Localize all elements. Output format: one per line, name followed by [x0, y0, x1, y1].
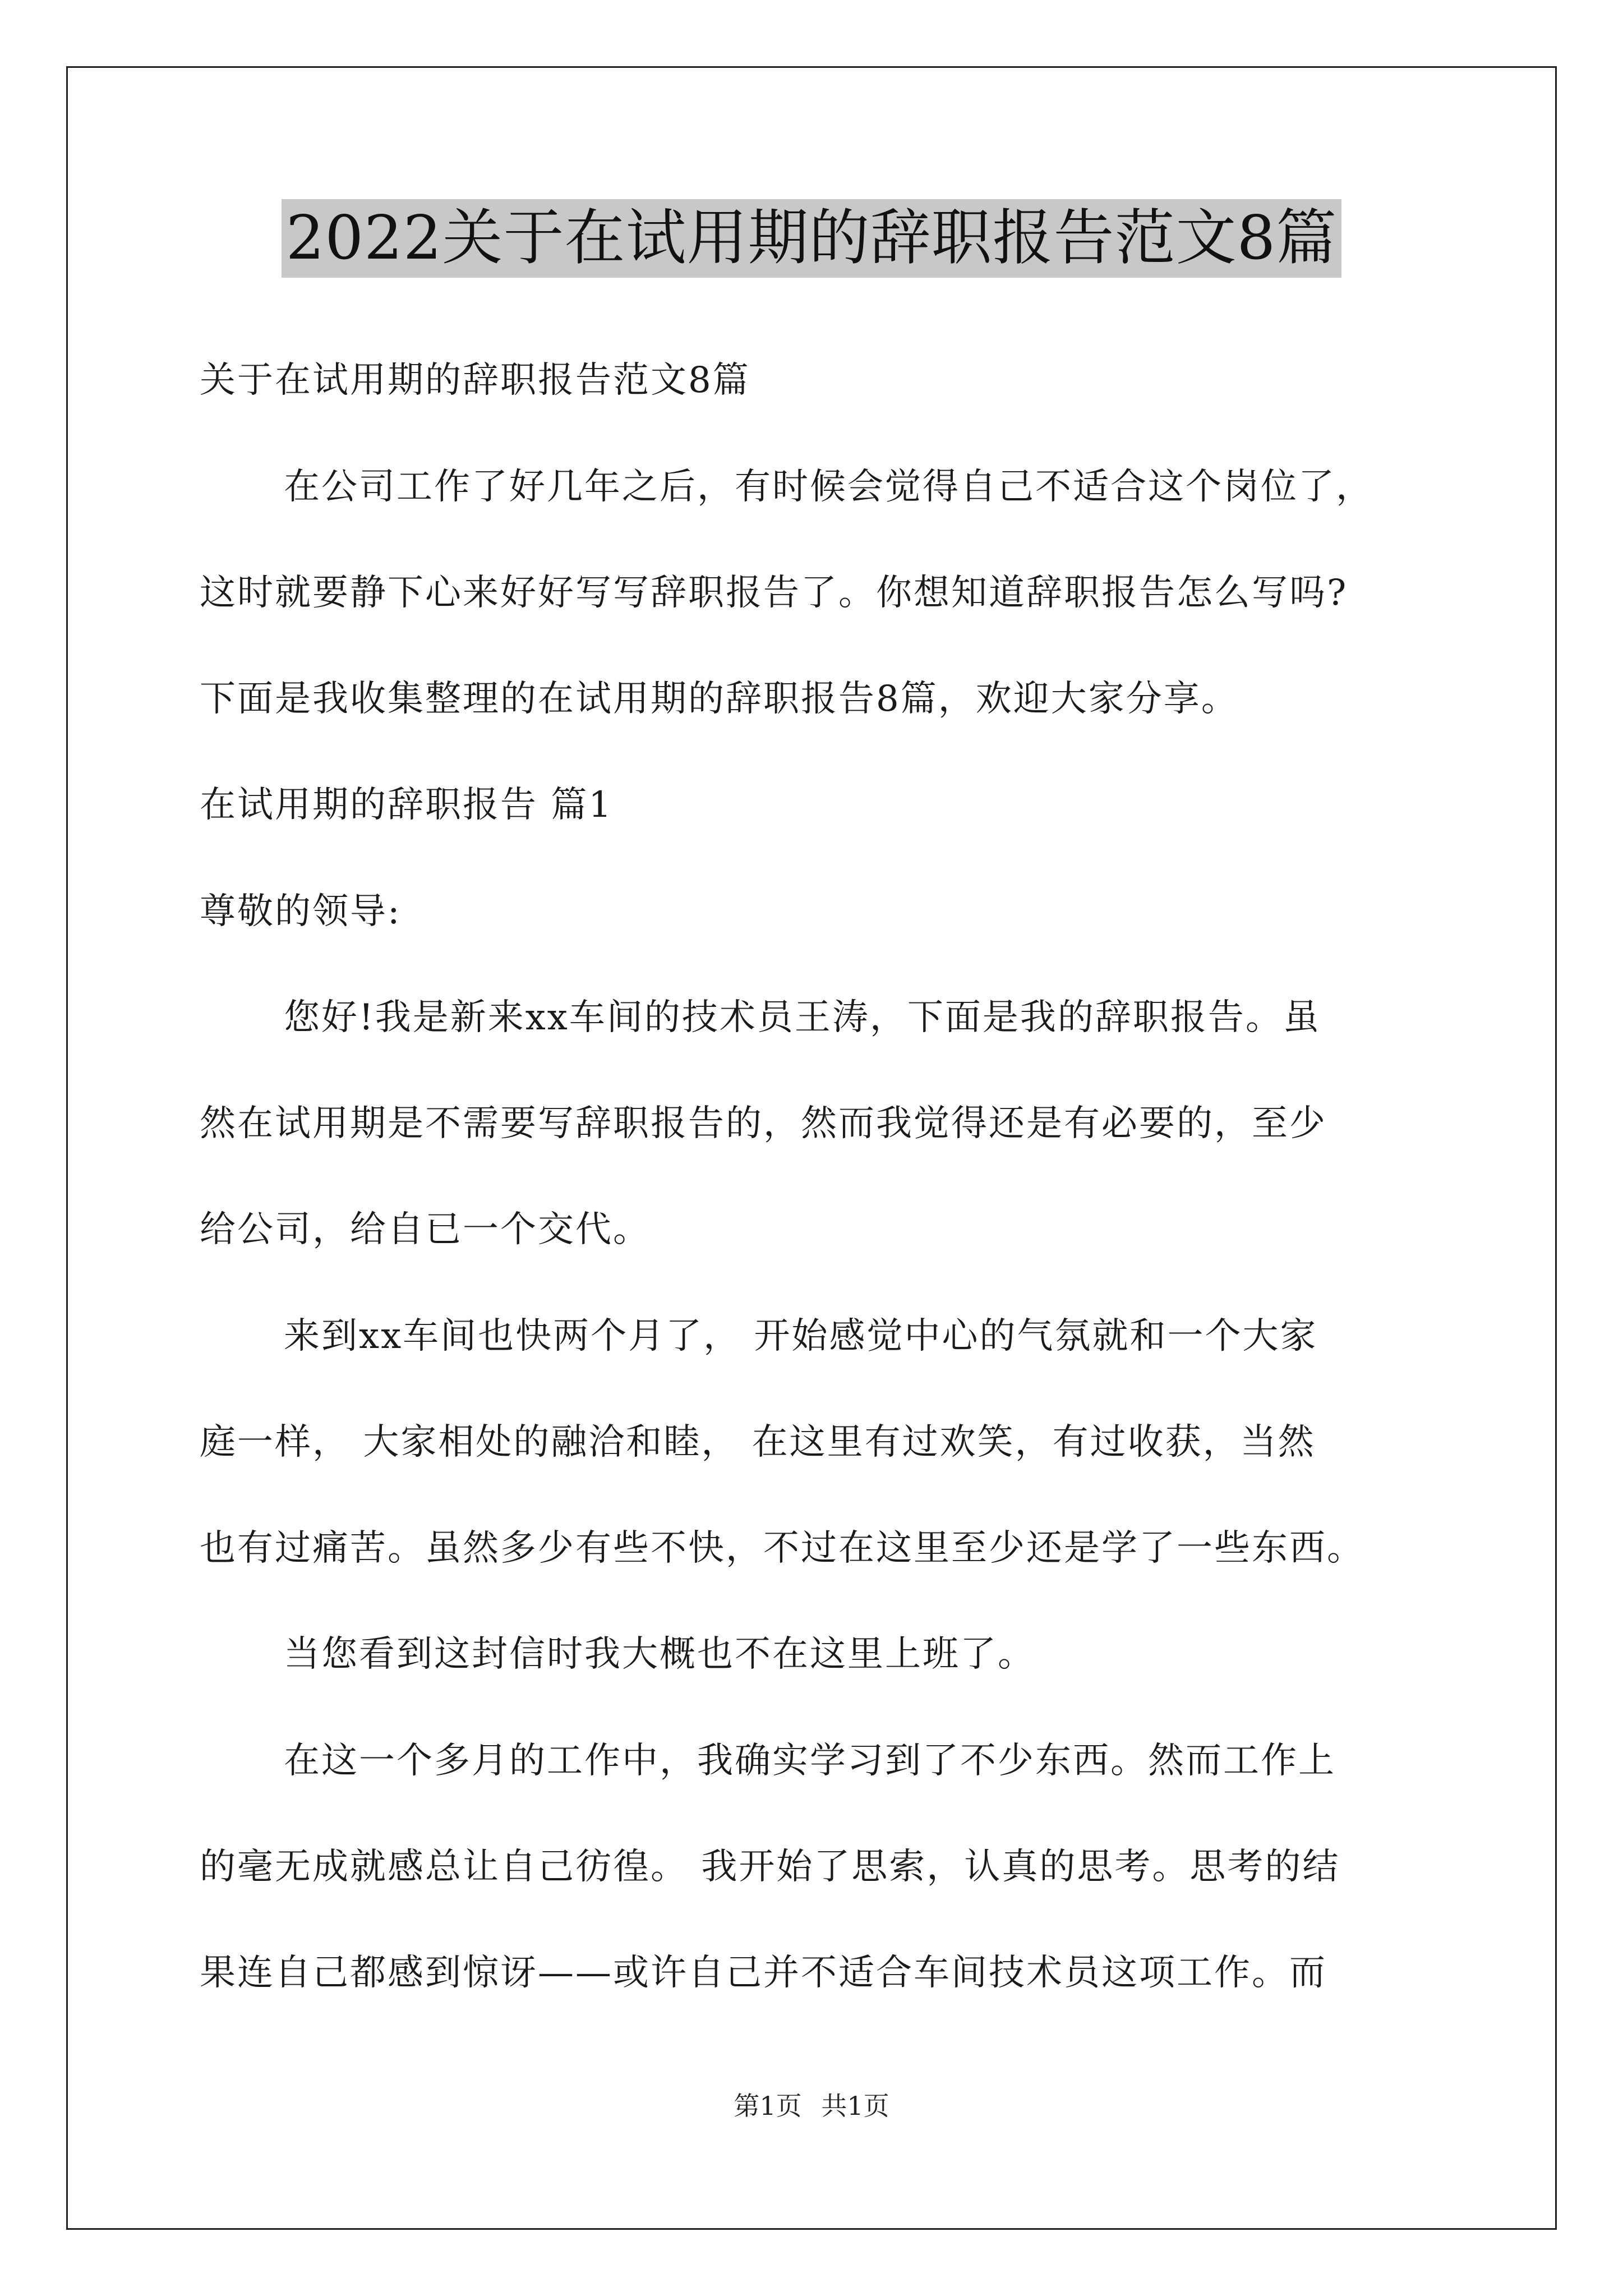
paragraph-4-line-3: 果连自己都感到惊讶——或许自己并不适合车间技术员这项工作。而: [200, 1952, 1327, 1994]
paragraph-1-line-3: 给公司，给自已一个交代。: [200, 1209, 651, 1250]
intro-line-1: 在公司工作了好几年之后，有时候会觉得自己不适合这个岗位了，: [284, 466, 1373, 508]
document-title: 2022关于在试用期的辞职报告范文8篇: [282, 199, 1342, 278]
paragraph-4-line-1: 在这一个多月的工作中，我确实学习到了不少东西。然而工作上: [284, 1740, 1336, 1782]
page-total: 共1页: [821, 2091, 889, 2121]
paragraph-1-line-2: 然在试用期是不需要写辞职报告的，然而我觉得还是有必要的，至少: [200, 1103, 1327, 1144]
salutation: 尊敬的领导:: [200, 891, 402, 932]
page-number: 第1页: [734, 2091, 802, 2121]
section-heading: 在试用期的辞职报告 篇1: [200, 784, 614, 826]
intro-line-3: 下面是我收集整理的在试用期的辞职报告8篇，欢迎大家分享。: [200, 678, 1239, 720]
paragraph-1-line-1: 您好!我是新来xx车间的技术员王涛，下面是我的辞职报告。虽: [284, 997, 1321, 1038]
document-subtitle: 关于在试用期的辞职报告范文8篇: [200, 360, 750, 401]
paragraph-4-line-2: 的毫无成就感总让自己彷徨。 我开始了思索，认真的思考。思考的结: [200, 1846, 1340, 1888]
paragraph-2-line-3: 也有过痛苦。虽然多少有些不快，不过在这里至少还是学了一些东西。: [200, 1527, 1364, 1569]
intro-line-2: 这时就要静下心来好好写写辞职报告了。你想知道辞职报告怎么写吗?: [200, 572, 1348, 614]
paragraph-2-line-1: 来到xx车间也快两个月了， 开始感觉中心的气氛就和一个大家: [284, 1315, 1318, 1357]
page-footer: [0, 2086, 1623, 2123]
paragraph-3-line-1: 当您看到这封信时我大概也不在这里上班了。: [284, 1634, 1035, 1675]
title-container: [0, 199, 1623, 278]
paragraph-2-line-2: 庭一样， 大家相处的融洽和睦， 在这里有过欢笑，有过收获，当然: [200, 1421, 1316, 1463]
